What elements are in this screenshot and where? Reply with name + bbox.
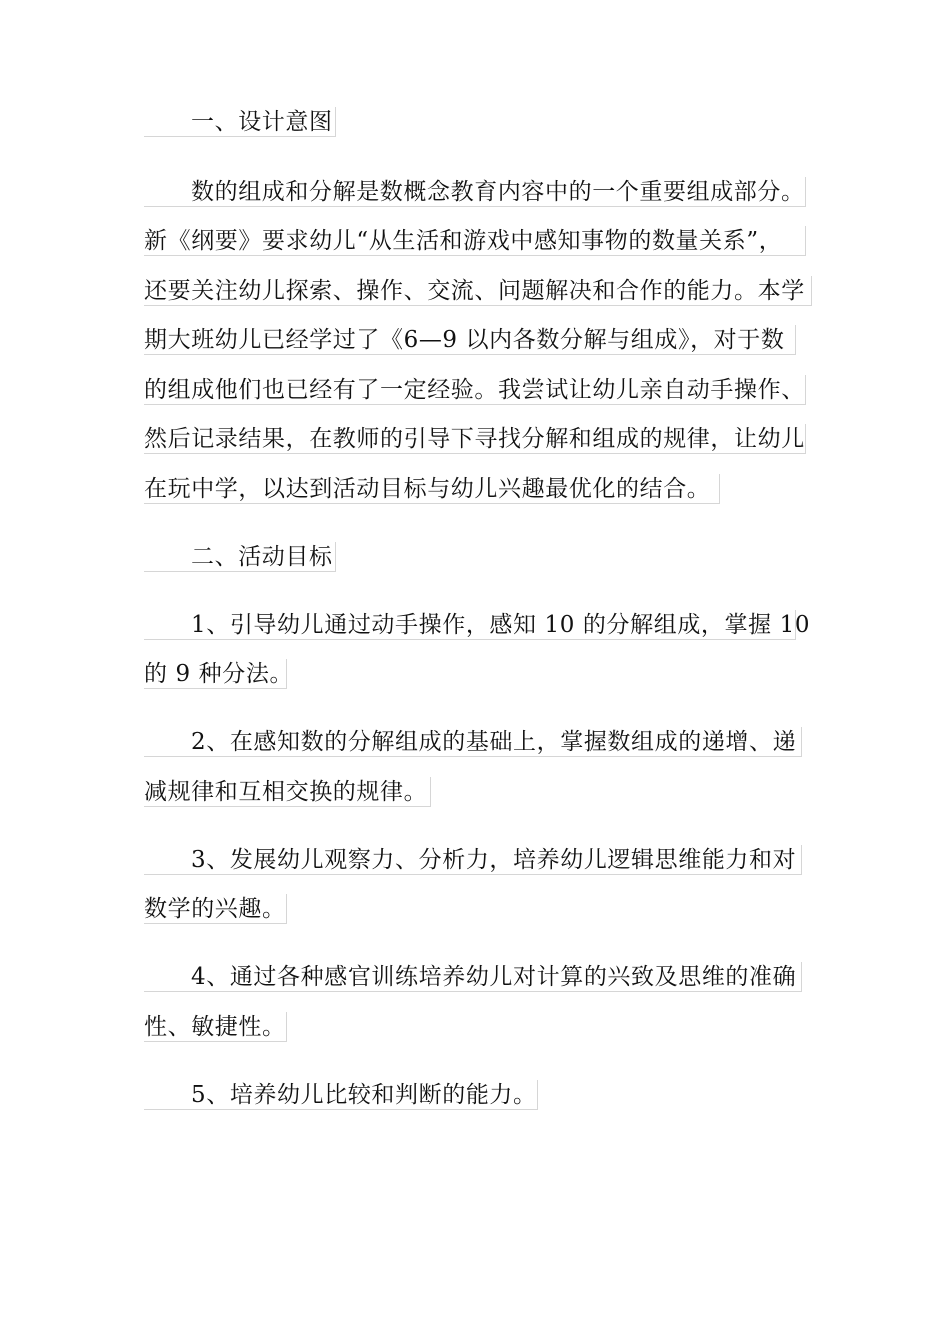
goal-item-2-continued: 减规律和互相交换的规律。 (144, 777, 431, 807)
paragraph-line: 在玩中学，以达到活动目标与幼儿兴趣最优化的结合。 (144, 474, 720, 504)
paragraph-line: 新《纲要》要求幼儿“从生活和游戏中感知事物的数量关系”， (144, 226, 806, 256)
goal-item-4-continued: 性、敏捷性。 (144, 1014, 286, 1040)
goal-item-3: 3、发展幼儿观察力、分析力，培养幼儿逻辑思维能力和对 (144, 845, 802, 875)
goal-item-3-continued: 数学的兴趣。 (144, 896, 286, 922)
paragraph-line: 然后记录结果，在教师的引导下寻找分解和组成的规律，让幼儿 (144, 426, 805, 452)
paragraph-line: 的组成他们也已经有了一定经验。我尝试让幼儿亲自动手操作、 (144, 377, 805, 403)
goal-item-4: 4、通过各种感官训练培养幼儿对计算的兴致及思维的准确 (144, 962, 802, 992)
paragraph-line: 还要关注幼儿探索、操作、交流、问题解决和合作的能力。本学 (144, 276, 812, 306)
goal-item-1-continued: 的 9 种分法。 (144, 661, 294, 687)
goal-item-2: 2、在感知数的分解组成的基础上，掌握数组成的递增、递 (144, 727, 802, 757)
section-heading-activity-goals: 二、活动目标 (144, 542, 336, 572)
paragraph-line: 期大班幼儿已经学过了《6—9 以内各数分解与组成》，对于数 (144, 325, 796, 355)
paragraph-line: 数的组成和分解是数概念教育内容中的一个重要组成部分。 (144, 177, 806, 207)
section-heading-design-intent: 一、设计意图 (144, 107, 336, 137)
goal-item-1: 1、引导幼儿通过动手操作，感知 10 的分解组成，掌握 10 (144, 610, 796, 640)
goal-item-5: 5、培养幼儿比较和判断的能力。 (144, 1080, 538, 1110)
